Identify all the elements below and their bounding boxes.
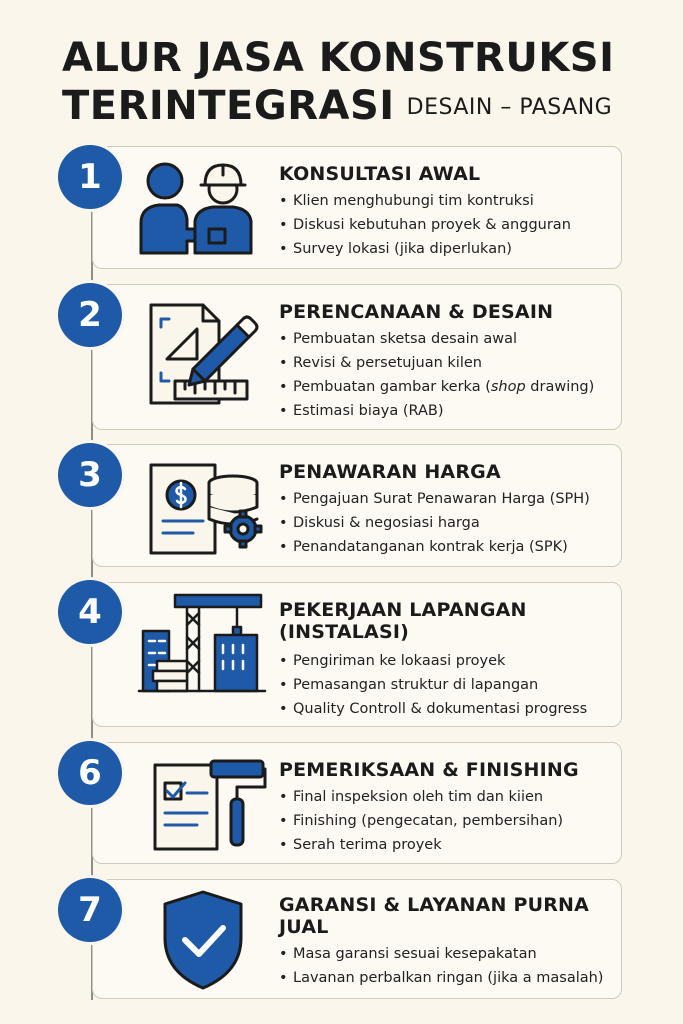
- step-list-7: [279, 942, 615, 990]
- list-item: • Pemasangan struktur di lapangan: [279, 673, 615, 697]
- list-item: • Lavanan perbalkan ringan (jika a masalah): [279, 966, 615, 990]
- list-item: • Masa garansi sesuai kesepakatan: [279, 942, 615, 966]
- step-number-6: 6: [58, 741, 122, 805]
- step-list-6: [279, 785, 615, 857]
- list-item: • Revisi & persetujuan kilen: [279, 351, 615, 375]
- step-card-3: [92, 444, 622, 567]
- consultation-people-icon: [137, 157, 267, 267]
- list-item: • Klien menghubungi tim kontruksi: [279, 189, 615, 213]
- list-item: • Pembuatan sketsa desain awal: [279, 327, 615, 351]
- list-item: • Serah terima proyek: [279, 833, 615, 857]
- construction-crane-buildings-icon: [137, 591, 267, 701]
- step-heading-6: PEMERIKSAAN & FINISHING: [279, 759, 579, 781]
- page-title: [62, 34, 662, 132]
- step-number-2: 2: [58, 283, 122, 347]
- list-item: • Diskusi & negosiasi harga: [279, 511, 615, 535]
- step-heading-1: KONSULTASI AWAL: [279, 163, 481, 185]
- design-pencil-ruler-icon: [137, 299, 267, 409]
- step-card-6: [92, 742, 622, 864]
- list-item: • Final inspeksion oleh tim dan kiien: [279, 785, 615, 809]
- list-item: • Penandatanganan kontrak kerja (SPK): [279, 535, 615, 559]
- list-item: • Pengajuan Surat Penawaran Harga (SPH): [279, 487, 615, 511]
- step-heading-3: PENAWARAN HARGA: [279, 461, 501, 483]
- step-card-4: [92, 582, 622, 727]
- step-card-2: [92, 284, 622, 430]
- step-list-3: [279, 487, 615, 559]
- step-card-7: [92, 879, 622, 999]
- shield-check-icon: [137, 886, 267, 996]
- step-heading-4: PEKERJAAN LAPANGAN (INSTALASI): [279, 599, 527, 643]
- checklist-paint-roller-icon: [137, 753, 267, 863]
- step-list-2: [279, 327, 615, 423]
- list-item: • Finishing (pengecatan, pembersihan): [279, 809, 615, 833]
- price-document-coins-icon: [137, 455, 267, 565]
- step-number-7: 7: [58, 878, 122, 942]
- list-item: • Survey lokasi (jika diperlukan): [279, 237, 615, 261]
- step-heading-2: PERENCANAAN & DESAIN: [279, 301, 554, 323]
- step-number-3: 3: [58, 443, 122, 507]
- step-number-4: 4: [58, 580, 122, 644]
- list-item: • Quality Controll & dokumentasi progress: [279, 697, 615, 721]
- step-card-1: [92, 146, 622, 269]
- step-list-4: [279, 649, 615, 721]
- title-line-2: TERINTEGRASI: [62, 83, 395, 129]
- list-item: • Pembuatan gambar kerka (shop drawing): [279, 375, 615, 399]
- step-number-1: 1: [58, 145, 122, 209]
- list-item: • Diskusi kebutuhan proyek & angguran: [279, 213, 615, 237]
- step-list-1: [279, 189, 615, 261]
- title-line-1: ALUR JASA KONSTRUKSI: [62, 35, 615, 81]
- list-item: • Pengiriman ke lokaasi proyek: [279, 649, 615, 673]
- title-subtitle: DESAIN – PASANG: [406, 95, 613, 120]
- step-heading-7: GARANSI & LAYANAN PURNA JUAL: [279, 894, 590, 938]
- list-item: • Estimasi biaya (RAB): [279, 399, 615, 423]
